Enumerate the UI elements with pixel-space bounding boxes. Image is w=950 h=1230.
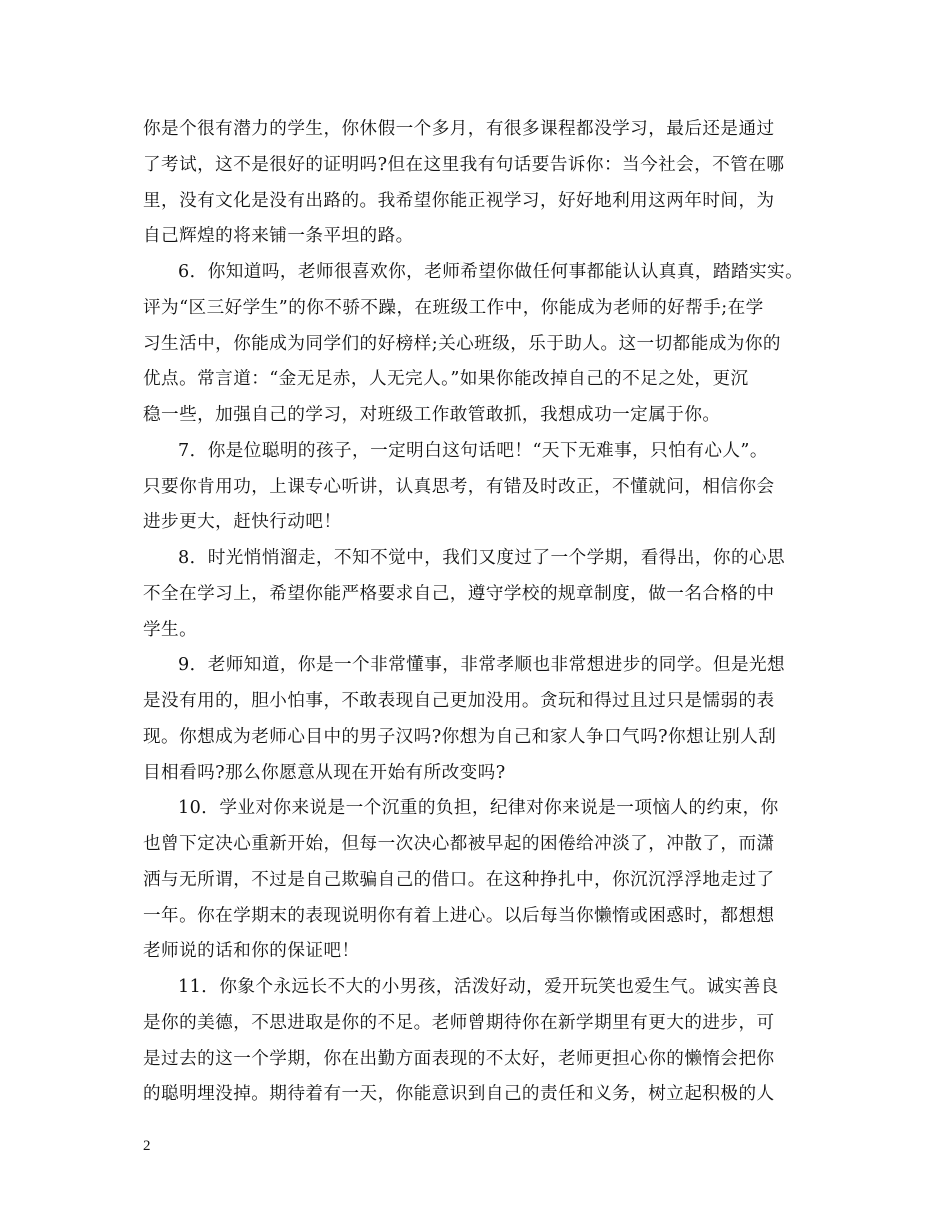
text-line: 自己辉煌的将来铺一条平坦的路。 (143, 226, 414, 247)
text-line: 洒与无所谓，不过是自己欺骗自己的借口。在这种挣扎中，你沉沉浮浮地走过了 (143, 869, 775, 890)
text-line: 习生活中，你能成为同学们的好榜样;关心班级，乐于助人。这一切都能成为你的 (143, 333, 781, 354)
text-line: 不全在学习上，希望你能严格要求自己，遵守学校的规章制度，做一名合格的中 (143, 583, 775, 604)
text-line: 学生。 (143, 619, 198, 640)
text-line: 是没有用的，胆小怕事，不敢表现自己更加没用。贪玩和得过且过只是懦弱的表 (143, 691, 775, 711)
paragraph-start-9: 9．老师知道，你是一个非常懂事，非常孝顺也非常想进步的同学。但是光想 (178, 655, 786, 676)
text-line: 也曾下定决心重新开始，但每一次决心都被早起的困倦给冲淡了，冲散了，而潇 (143, 834, 775, 854)
text-line: 只要你肯用功，上课专心听讲，认真思考，有错及时改正，不懂就问，相信你会 (143, 476, 775, 497)
paragraph-start-8: 8．时光悄悄溜走，不知不觉中，我们又度过了一个学期，看得出，你的心思 (178, 548, 786, 568)
text-line: 的聪明埋没掉。期待着有一天，你能意识到自己的责任和义务，树立起积极的人 (143, 1084, 775, 1105)
text-line: 优点。常言道：“金无足赤，人无完人。”如果你能改掉自己的不足之处，更沉 (143, 369, 749, 390)
text-line: 目相看吗?那么你愿意从现在开始有所改变吗? (143, 762, 506, 783)
text-line: 进步更大，赶快行动吧！ (143, 512, 342, 533)
document-body (143, 112, 811, 1113)
page-number: 2 (143, 1138, 151, 1154)
text-line: 是你的美德，不思进取是你的不足。老师曾期待你在新学期里有更大的进步，可 (143, 1012, 775, 1033)
text-line: 老师说的话和你的保证吧！ (143, 941, 360, 962)
text-line: 现。你想成为老师心目中的男子汉吗?你想为自己和家人争口气吗?你想让别人刮 (143, 726, 777, 747)
text-line: 评为“区三好学生”的你不骄不躁，在班级工作中，你能成为老师的好帮手;在学 (143, 297, 764, 318)
paragraph-start-6: 6．你知道吗，老师很喜欢你，老师希望你做任何事都能认认真真，踏踏实实。 (178, 262, 804, 282)
text-line: 了考试，这不是很好的证明吗?但在这里我有句话要告诉你：当今社会，不管在哪 (143, 154, 785, 175)
text-line: 里，没有文化是没有出路的。我希望你能正视学习，好好地利用这两年时间，为 (143, 190, 775, 211)
text-line: 稳一些，加强自己的学习，对班级工作敢管敢抓，我想成功一定属于你。 (143, 405, 721, 425)
text-line: 你是个很有潜力的学生，你休假一个多月，有很多课程都没学习，最后还是通过 (143, 119, 775, 139)
paragraph-start-7: 7．你是位聪明的孩子，一定明白这句话吧！“天下无难事，只怕有心人”。 (178, 440, 768, 461)
paragraph-start-11: 11．你象个永远长不大的小男孩，活泼好动，爱开玩笑也爱生气。诚实善良 (178, 977, 779, 997)
text-line: 一年。你在学期末的表现说明你有着上进心。以后每当你懒惰或困惑时，都想想 (143, 905, 775, 926)
text-line: 是过去的这一个学期，你在出勤方面表现的不太好，老师更担心你的懒惰会把你 (143, 1048, 775, 1069)
paragraph-start-10: 10．学业对你来说是一个沉重的负担，纪律对你来说是一项恼人的约束，你 (178, 798, 779, 819)
